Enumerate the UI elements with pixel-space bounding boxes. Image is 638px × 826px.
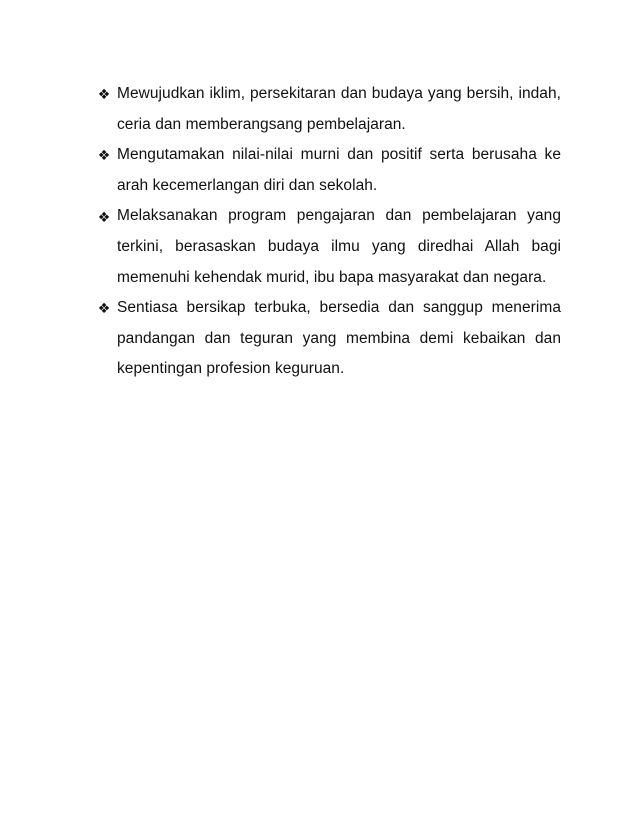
diamond-bullet-icon: ❖ (97, 300, 111, 317)
document-content (96, 79, 561, 385)
bullet-text: Mengutamakan nilai-nilai murni dan positif serta berusaha ke arah kecemerlangan diri dan sekolah. (117, 146, 561, 194)
bullet-text: Melaksanakan program pengajaran dan pembelajaran yang terkini, berasaskan budaya ilmu yang diredhai Allah bagi memenuhi kehendak murid, ibu bapa masyarakat dan negara. (117, 207, 561, 286)
bullet-list (96, 79, 561, 385)
bullet-item (96, 79, 561, 140)
diamond-bullet-icon: ❖ (97, 147, 111, 164)
bullet-item (96, 201, 561, 293)
bullet-text: Sentiasa bersikap terbuka, bersedia dan sanggup menerima pandangan dan teguran yang membina demi kebaikan dan kepentingan profesion keguruan. (117, 299, 561, 378)
bullet-item (96, 140, 561, 201)
bullet-item (96, 293, 561, 385)
diamond-bullet-icon: ❖ (97, 86, 111, 103)
bullet-text: Mewujudkan iklim, persekitaran dan budaya yang bersih, indah, ceria dan memberangsang pembelajaran. (117, 85, 561, 133)
diamond-bullet-icon: ❖ (97, 208, 111, 225)
